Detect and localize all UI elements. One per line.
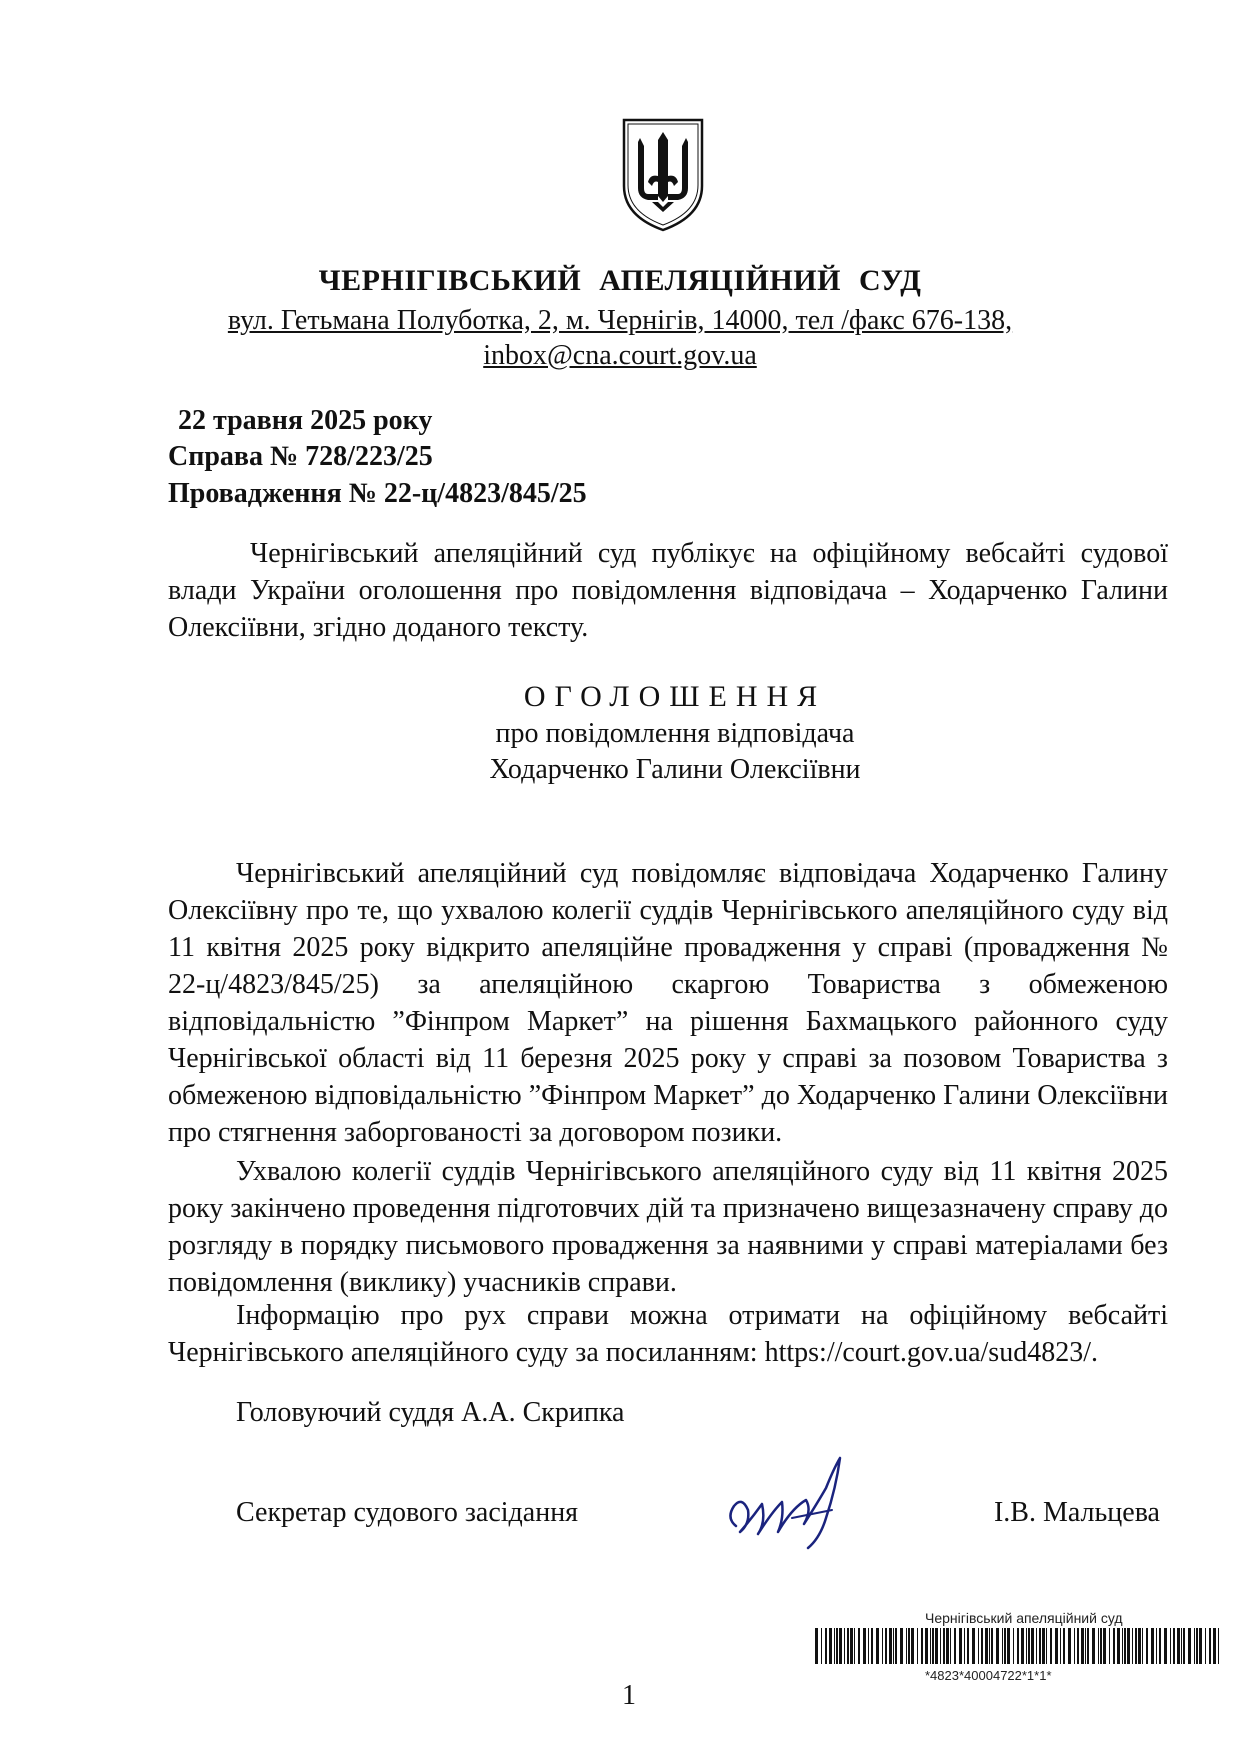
court-address: вул. Гетьмана Полуботка, 2, м. Чернігів, 14000, тел /факс 676-138, — [227, 305, 1013, 336]
barcode-icon — [815, 1628, 1225, 1664]
secretary-title: Секретар судового засідання — [236, 1497, 579, 1528]
notice-subtitle: про повідомлення відповідача — [495, 718, 855, 749]
handwritten-signature — [722, 1448, 862, 1558]
stamp-code: *4823*40004722*1*1* — [925, 1668, 1052, 1683]
proceeding-number: Провадження № 22-ц/4823/845/25 — [168, 478, 587, 509]
ukraine-trident-emblem-icon — [618, 116, 708, 234]
page-number: 1 — [622, 1680, 636, 1711]
presiding-judge: Головуючий суддя А.А. Скрипка — [236, 1397, 625, 1428]
notice-paragraph-3: Інформацію про рух справи можна отримати на офіційному вебсайті Чернігівського апеляційного суду за посиланням: https://court.gov.ua/sud4823/. — [168, 1300, 1168, 1368]
secretary-name: І.В. Мальцева — [993, 1497, 1160, 1528]
case-number: Справа № 728/223/25 — [168, 441, 433, 472]
registration-stamp — [815, 1610, 1235, 1722]
notice-title: ОГОЛОШЕННЯ — [523, 680, 827, 713]
intro-paragraph: Чернігівський апеляційний суд публікує на офіційному вебсайті судової влади України оголошення про повідомлення відповідача – Ходарченко Галини Олексіївни, згідно доданого тексту. — [168, 538, 1168, 643]
court-name: ЧЕРНІГІВСЬКИЙ АПЕЛЯЦІЙНИЙ СУД — [318, 264, 922, 297]
notice-paragraph-2: Ухвалою колегії суддів Чернігівського апеляційного суду від 11 квітня 2025 року закінчено проведення підготовчих дій та призначено вищезазначену справу до розгляду в порядку письмового провадження за наявними у справі матеріалами без повідомлення (виклику) учасників справи. — [168, 1156, 1168, 1298]
notice-defendant-name: Ходарченко Галини Олексіївни — [489, 754, 861, 785]
notice-paragraph-1: Чернігівський апеляційний суд повідомляє відповідача Ходарченко Галину Олексіївну про те, що ухвалою колегії суддів Чернігівського апеляційного суду від 11 квітня 2025 року відкрито апеляційне провадження у справі (провадження № 22-ц/4823/845/25) за апеляційною скаргою Товариства з обмеженою відповідальністю ”Фінпром Маркет” на рішення Бахмацького районного суду Чернігівської області від 11 березня 2025 року у справі за позовом Товариства з обмеженою відповідальністю ”Фінпром Маркет” до Ходарченко Галини Олексіївни про стягнення заборгованості за договором позики. — [168, 858, 1168, 1148]
court-email-link[interactable]: inbox@cna.court.gov.ua — [483, 340, 757, 371]
document-date: 22 травня 2025 року — [178, 405, 433, 436]
stamp-court-label: Чернігівський апеляційний суд — [925, 1610, 1123, 1626]
